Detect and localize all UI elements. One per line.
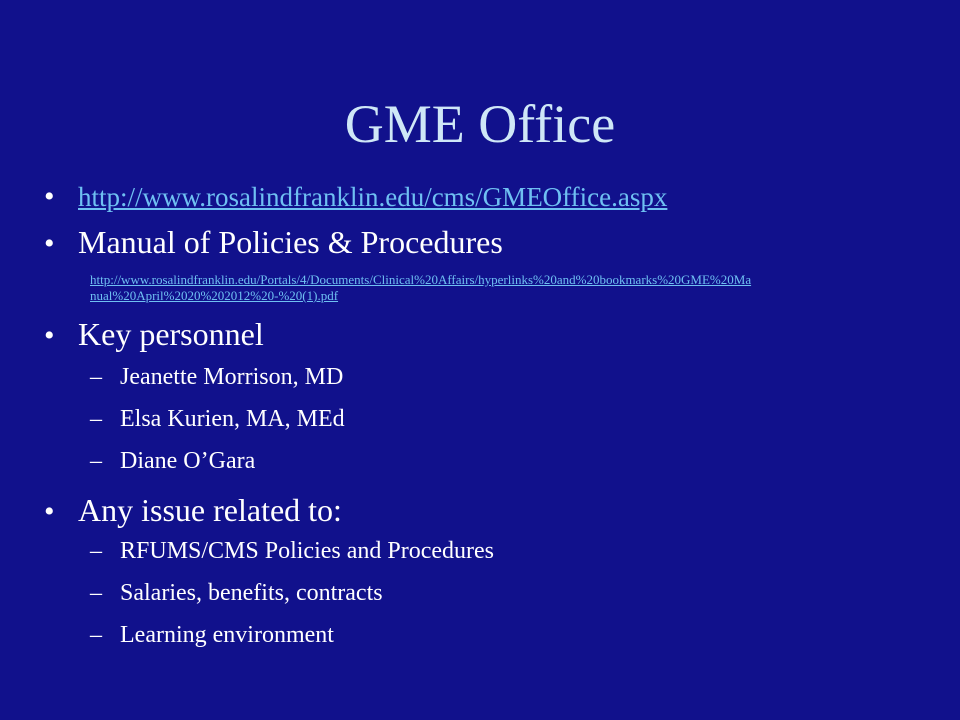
bullet-icon: • <box>44 180 55 213</box>
issue-item <box>90 580 383 607</box>
manual-link-line2[interactable]: nual%20April%2020%202012%20-%20(1).pdf <box>90 288 339 303</box>
personnel-name: Elsa Kurien, MA, MEd <box>120 406 345 432</box>
gme-office-link[interactable]: http://www.rosalindfranklin.edu/cms/GMEOffice.aspx <box>78 182 668 212</box>
slide-title: GME Office <box>344 94 616 154</box>
dash-icon: – <box>90 448 102 474</box>
personnel-item <box>90 448 255 475</box>
dash-icon: – <box>90 538 102 564</box>
bullet-issues <box>44 492 342 529</box>
bullet-icon: • <box>44 319 55 352</box>
issue-text: Learning environment <box>120 622 334 648</box>
issue-text: Salaries, benefits, contracts <box>120 580 383 606</box>
bullet-personnel <box>44 316 264 353</box>
dash-icon: – <box>90 622 102 648</box>
personnel-name: Diane O’Gara <box>120 448 256 474</box>
bullet-link-main <box>44 180 667 214</box>
manual-link-line1[interactable]: http://www.rosalindfranklin.edu/Portals/4/Documents/Clinical%20Affairs/hyperlinks%20and%20bookmarks%20GME%20Ma <box>90 272 752 287</box>
issues-label: Any issue related to: <box>78 492 342 528</box>
dash-icon: – <box>90 364 102 390</box>
dash-icon: – <box>90 580 102 606</box>
personnel-label: Key personnel <box>78 316 264 352</box>
issue-text: RFUMS/CMS Policies and Procedures <box>120 538 495 564</box>
issue-item <box>90 622 334 649</box>
manual-link[interactable] <box>90 272 920 304</box>
personnel-name: Jeanette Morrison, MD <box>120 364 344 390</box>
bullet-manual <box>44 224 503 261</box>
bullet-icon: • <box>44 495 55 528</box>
personnel-item <box>90 406 345 433</box>
dash-icon: – <box>90 406 102 432</box>
manual-label: Manual of Policies & Procedures <box>78 224 503 260</box>
personnel-item <box>90 364 343 391</box>
bullet-icon: • <box>44 227 55 260</box>
issue-item <box>90 538 494 565</box>
